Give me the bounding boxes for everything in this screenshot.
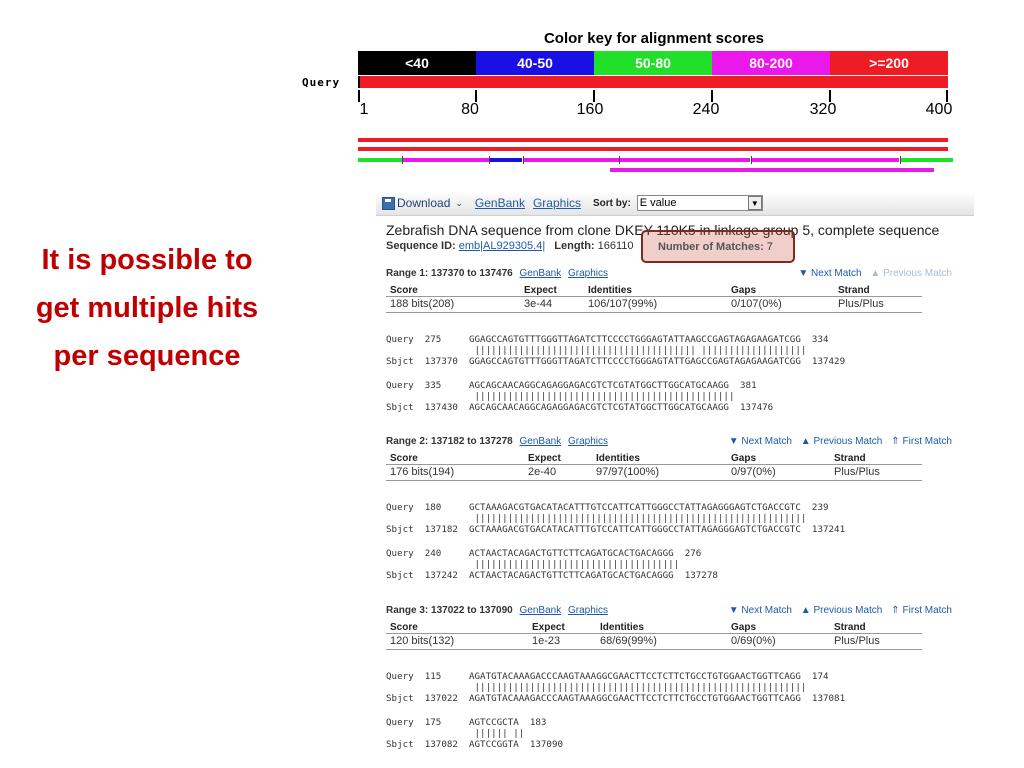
slide-caption [8,236,286,380]
match-nav [723,605,952,616]
axis-label: 240 [692,101,720,118]
expect-value: 2e-40 [528,466,557,478]
alignment-match-line: ||||||||||||||||||||||||||||||||||||| [386,559,680,570]
expect-header: Expect [528,453,561,464]
alignment-subject-line: Sbjct 137022 AGATGTACAAAGACCCAAGTAAAGGCGAACTTCCTCTTCTGCCTGTGGAACTGGTTCAGG 137081 [386,693,846,704]
sequence-id-link[interactable]: emb|AL929305.4| [458,240,546,252]
alignment-query-line: Query 175 AGTCCGCTA 183 [386,717,547,728]
strand-header: Strand [834,622,866,633]
identities-header: Identities [588,285,632,296]
color-key-segment: 50-80 [594,51,712,75]
alignment-query-line: Query 240 ACTAACTACAGACTGTTCTTCAGATGCACTGACAGGG 276 [386,548,702,559]
previous-match-link[interactable]: ▲ Previous Match [870,268,952,279]
hit-separator [489,156,490,164]
alignment-subject-line: Sbjct 137370 GGAGCCAGTGTTTGGGTTAGATCTTCCCCTGGGAGTATTGAGCCGAGTAGAGAAGATCGG 137429 [386,356,846,367]
strand-value: Plus/Plus [838,298,884,310]
previous-match-link[interactable]: ▲ Previous Match [800,605,883,616]
hit-line-red[interactable] [358,147,948,151]
alignment-query-line: Query 180 GCTAAAGACGTGACATACATTTGTCCATTCATTGGGCCTATTAGAGGGAGTCTGACCGTC 239 [386,502,829,513]
table-divider [386,480,922,481]
hit-segment-magenta[interactable] [610,168,934,172]
alignment-match-line: |||||||||||||||||||||||||||||||||||||||||||||||||||||||||||| [386,513,807,524]
table-divider [386,312,922,313]
query-bar [358,76,948,88]
axis-label: 320 [809,101,837,118]
color-key-segment: <40 [358,51,476,75]
alignment-block [386,706,563,761]
score-value: 188 bits(208) [390,298,455,310]
hit-separator [751,156,752,164]
axis-label: 1 [359,101,369,118]
range-title: Range 1: 137370 to 137476 [386,268,513,279]
sort-by-label: Sort by: [593,197,631,209]
query-bar-start [358,76,360,88]
color-key-title: Color key for alignment scores [543,30,765,47]
identities-value: 68/69(99%) [600,635,657,647]
hit-separator [402,156,403,164]
range-graphics-link[interactable]: Graphics [568,436,609,447]
sort-select[interactable] [637,195,763,211]
strand-value: Plus/Plus [834,635,880,647]
hit-segment-magenta[interactable] [620,158,750,162]
sort-select-value: E value [639,197,677,209]
download-icon[interactable] [382,197,395,210]
dropdown-arrow-icon[interactable]: ▼ [748,196,762,210]
first-match-link[interactable]: First Match [902,605,952,616]
hit-segment-magenta[interactable] [752,158,899,162]
hit-segment-green[interactable] [358,158,402,162]
next-match-link[interactable]: ▼ Next Match [798,268,862,279]
strand-header: Strand [838,285,870,296]
color-key-segment: 80-200 [712,51,830,75]
caption-line: per sequence [53,340,241,372]
hit-segment-green[interactable] [901,158,953,162]
alignment-query-line: Query 275 GGAGCCAGTGTTTGGGTTAGATCTTCCCCTGGGAGTATTAAGCCGAGTAGAGAAGATCGG 334 [386,334,829,345]
axis-label: 400 [925,101,953,118]
genbank-link[interactable]: GenBank [474,196,525,210]
range-header [386,605,956,616]
hit-separator [900,156,901,164]
hit-segment-magenta[interactable] [403,158,489,162]
length-value: 166110 [597,240,634,252]
range-graphics-link[interactable]: Graphics [568,268,609,279]
gaps-value: 0/97(0%) [731,466,776,478]
download-link[interactable]: Download [397,196,451,210]
hit-line-red[interactable] [358,138,948,142]
caption-line: It is possible to [41,244,253,276]
alignment-subject-line: Sbjct 137430 AGCAGCAACAGGCAGAGGAGACGTCTCGTATGGCTTGGCATGCAAGG 137476 [386,402,774,413]
gaps-value: 0/107(0%) [731,298,782,310]
gaps-header: Gaps [731,622,757,633]
alignment-subject-line: Sbjct 137082 AGTCCGGTA 137090 [386,739,564,750]
alignment-subject-line: Sbjct 137182 GCTAAAGACGTGACATACATTTGTCCATTCATTGGGCCTATTAGAGGGAGTCTGACCGTC 137241 [386,524,846,535]
expect-header: Expect [524,285,557,296]
gaps-header: Gaps [731,285,757,296]
first-match-icon[interactable]: ⇑ [891,436,900,447]
range-header [386,436,956,447]
hit-title: Zebrafish DNA sequence from clone DKEY-110K5 in linkage group 5, complete sequence [386,222,940,238]
identities-header: Identities [596,453,640,464]
range-header [386,268,956,279]
number-of-matches-highlight [641,230,795,263]
table-divider [386,649,922,650]
range-genbank-link[interactable]: GenBank [519,605,562,616]
strand-header: Strand [834,453,866,464]
caption-line: get multiple hits [35,292,259,324]
match-nav [723,436,952,447]
score-header: Score [390,285,418,296]
alignment-match-line: |||||||||||||||||||||||||||||||||||||||||||||||||||||||||||| [386,682,807,693]
identities-value: 97/97(100%) [596,466,659,478]
table-divider [386,464,922,465]
hit-segment-magenta[interactable] [524,158,619,162]
table-divider [386,633,922,634]
graphics-link[interactable]: Graphics [532,196,581,210]
axis-label: 160 [576,101,604,118]
matches-label: Number of Matches: [658,240,764,253]
query-label: Query [302,76,341,89]
first-match-link[interactable]: First Match [902,436,952,447]
match-nav [792,268,952,279]
previous-match-link[interactable]: ▲ Previous Match [800,436,883,447]
score-header: Score [390,622,418,633]
expect-header: Expect [532,622,565,633]
alignment-match-line: |||||||||||||||||||||||||||||||||||||||| ||||||||||||||||||| [386,345,807,356]
alignment-block [386,537,718,592]
range-graphics-link[interactable]: Graphics [568,605,609,616]
expect-value: 1e-23 [532,635,561,647]
length-label: Length: [554,240,595,252]
identities-value: 106/107(99%) [588,298,658,310]
color-key-bar [358,51,948,75]
alignment-query-line: Query 115 AGATGTACAAAGACCCAAGTAAAGGCGAACTTCCTCTTCTGCCTGTGGAACTGGTTCAGG 174 [386,671,829,682]
gaps-header: Gaps [731,453,757,464]
color-key-segment: >=200 [830,51,948,75]
table-divider [386,296,922,297]
alignment-match-line: |||||| || [386,728,525,739]
range-genbank-link[interactable]: GenBank [519,268,562,279]
strand-value: Plus/Plus [834,466,880,478]
identities-header: Identities [600,622,644,633]
hit-segment-blue[interactable] [490,158,522,162]
score-value: 120 bits(132) [390,635,455,647]
alignment-block [386,369,773,424]
alignment-query-line: Query 335 AGCAGCAACAGGCAGAGGAGACGTCTCGTATGGCTTGGCATGCAAGG 381 [386,380,757,391]
alignment-subject-line: Sbjct 137242 ACTAACTACAGACTGTTCTTCAGATGCACTGACAGGG 137278 [386,570,718,581]
expect-value: 3e-44 [524,298,553,310]
matches-value: 7 [766,240,773,253]
hit-separator [523,156,524,164]
next-match-link[interactable]: ▼ Next Match [728,605,792,616]
result-toolbar [376,191,974,216]
sequence-id-line [386,240,634,252]
gaps-value: 0/69(0%) [731,635,776,647]
range-genbank-link[interactable]: GenBank [519,436,562,447]
sequence-id-label: Sequence ID: [386,240,456,252]
hit-separator [619,156,620,164]
alignment-match-line: ||||||||||||||||||||||||||||||||||||||||||||||| [386,391,735,402]
score-header: Score [390,453,418,464]
score-value: 176 bits(194) [390,466,455,478]
range-title: Range 2: 137182 to 137278 [386,436,513,447]
color-key-segment: 40-50 [476,51,594,75]
axis-label: 80 [461,101,479,118]
next-match-link[interactable]: ▼ Next Match [728,436,792,447]
first-match-icon[interactable]: ⇑ [891,605,900,616]
range-title: Range 3: 137022 to 137090 [386,605,513,616]
chevron-down-icon[interactable]: ⌄ [455,197,463,208]
